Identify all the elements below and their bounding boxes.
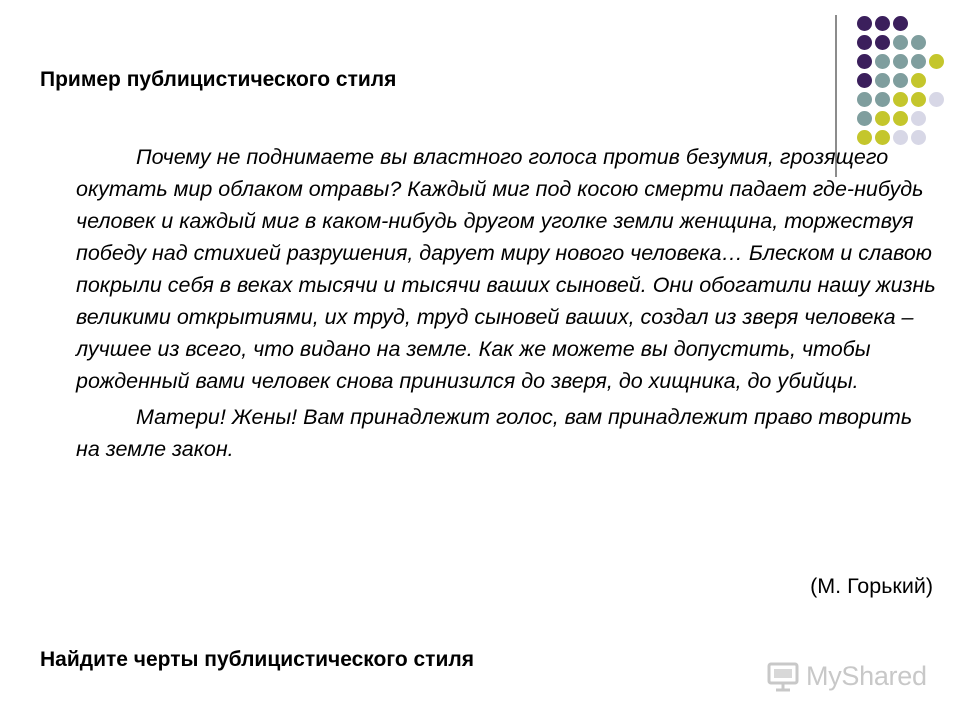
dot <box>857 35 872 50</box>
dot <box>875 54 890 69</box>
task-heading: Найдите черты публицистического стиля <box>40 648 474 671</box>
dot <box>893 73 908 88</box>
watermark-logo <box>766 656 936 696</box>
dot <box>911 111 926 126</box>
dot <box>857 92 872 107</box>
dot <box>893 111 908 126</box>
quote-author: (М. Горький) <box>810 574 933 598</box>
quote-text <box>76 141 938 465</box>
watermark-text: MyShared <box>806 660 927 691</box>
dot <box>875 92 890 107</box>
dot <box>929 54 944 69</box>
dot <box>893 35 908 50</box>
dot <box>911 73 926 88</box>
dot <box>857 73 872 88</box>
dot <box>911 35 926 50</box>
quote-paragraph-1: Почему не поднимаете вы властного голоса против безумия, грозящего окутать мир облаком отравы? Каждый миг под косою смерти падает где-нибудь человек и каждый миг в каком-нибудь другом уголке земли женщина, торжествуя победу над стихией разрушения, дарует миру нового человека… Блеском и славою покрыли себя в веках тысячи и тысячи ваших сыновей. Они обогатили нашу жизнь великими открытиями, их труд, труд сыновей ваших, создал из зверя человека – лучшее из всего, что видано на земле. Как же можете вы допустить, чтобы рожденный вами человек снова принизился до зверя, до хищника, до убийцы. <box>76 145 936 393</box>
dot <box>857 54 872 69</box>
dot <box>875 16 890 31</box>
dot <box>893 92 908 107</box>
decorative-dot-grid <box>845 12 955 152</box>
presentation-board-icon <box>766 659 800 693</box>
dot <box>893 54 908 69</box>
dot <box>875 111 890 126</box>
dot <box>929 92 944 107</box>
dot <box>911 54 926 69</box>
dot <box>857 111 872 126</box>
slide-title: Пример публицистического стиля <box>40 68 397 91</box>
dot <box>893 16 908 31</box>
dot <box>911 92 926 107</box>
quote-paragraph-2: Матери! Жены! Вам принадлежит голос, вам принадлежит право творить на земле закон. <box>76 405 913 461</box>
dot <box>875 73 890 88</box>
dot <box>857 16 872 31</box>
dot <box>875 35 890 50</box>
